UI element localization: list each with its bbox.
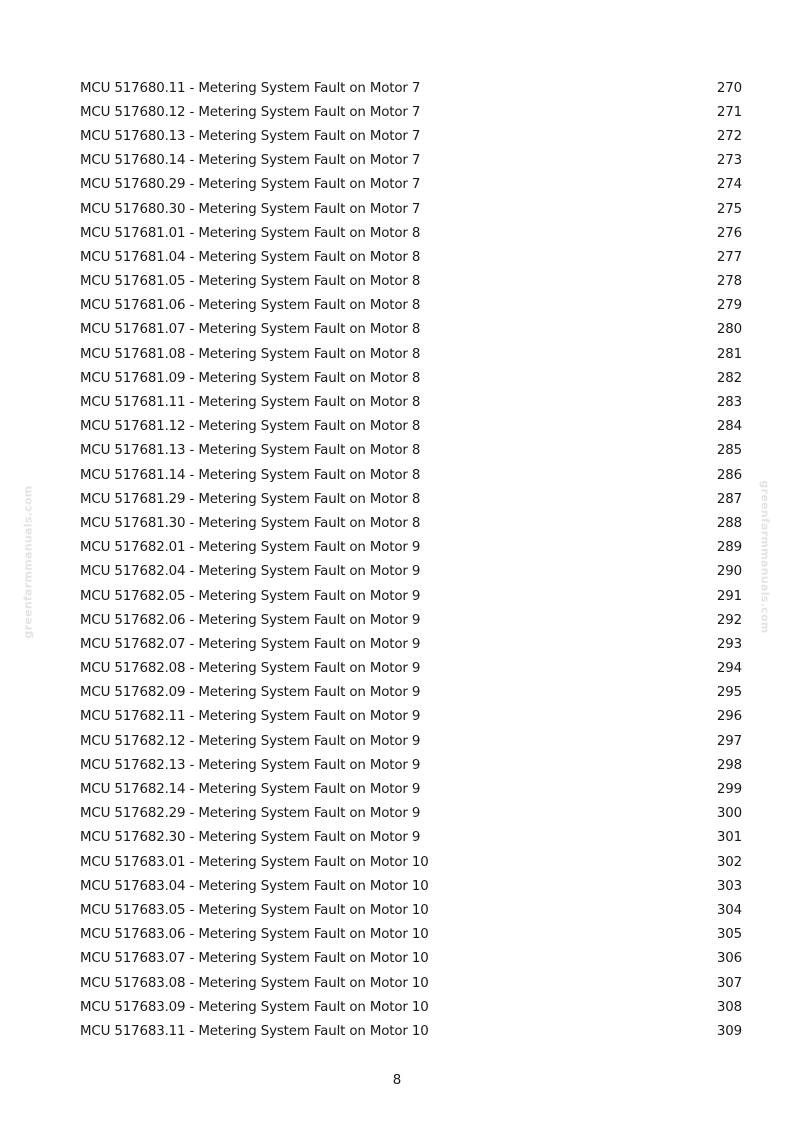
- toc-entry[interactable]: [80, 729, 742, 753]
- toc-entry-page-number: 298: [716, 757, 742, 773]
- toc-entry[interactable]: [80, 221, 742, 245]
- toc-entry-page-number: 295: [716, 685, 742, 701]
- toc-entry-page-number: 306: [716, 951, 742, 967]
- toc-entry-page-number: 308: [716, 999, 742, 1015]
- toc-entry[interactable]: [80, 753, 742, 777]
- toc-entry[interactable]: [80, 245, 742, 269]
- toc-entry-page-number: 287: [716, 491, 742, 507]
- toc-entry-title: MCU 517681.12 - Metering System Fault on Motor 8: [80, 419, 421, 435]
- toc-entry-page-number: 307: [716, 975, 742, 991]
- toc-entry[interactable]: [80, 463, 742, 487]
- toc-entry-page-number: 282: [716, 370, 742, 386]
- toc-entry-title: MCU 517682.11 - Metering System Fault on Motor 9: [80, 709, 421, 725]
- toc-entry[interactable]: [80, 777, 742, 801]
- toc-entry-page-number: 277: [716, 249, 742, 265]
- toc-entry[interactable]: [80, 1019, 742, 1043]
- toc-entry-page-number: 291: [716, 588, 742, 604]
- toc-entry-title: MCU 517681.07 - Metering System Fault on Motor 8: [80, 322, 421, 338]
- toc-entry[interactable]: [80, 270, 742, 294]
- toc-entry[interactable]: [80, 560, 742, 584]
- toc-entry[interactable]: [80, 124, 742, 148]
- toc-entry-page-number: 294: [716, 661, 742, 677]
- toc-entry-page-number: 288: [716, 515, 742, 531]
- toc-entry-title: MCU 517682.04 - Metering System Fault on Motor 9: [80, 564, 421, 580]
- toc-entry-title: MCU 517682.08 - Metering System Fault on Motor 9: [80, 661, 421, 677]
- toc-entry-page-number: 280: [716, 322, 742, 338]
- toc-entry-title: MCU 517680.12 - Metering System Fault on Motor 7: [80, 104, 421, 120]
- toc-entry-page-number: 292: [716, 612, 742, 628]
- toc-entry-page-number: 301: [716, 830, 742, 846]
- toc-entry[interactable]: [80, 100, 742, 124]
- toc-entry-title: MCU 517682.05 - Metering System Fault on Motor 9: [80, 588, 421, 604]
- toc-entry-title: MCU 517680.14 - Metering System Fault on Motor 7: [80, 153, 421, 169]
- toc-entry[interactable]: [80, 294, 742, 318]
- toc-entry[interactable]: [80, 681, 742, 705]
- watermark-right: greenfarmmanuals.com: [758, 480, 772, 634]
- table-of-contents: [80, 76, 742, 1044]
- toc-entry-title: MCU 517682.09 - Metering System Fault on Motor 9: [80, 685, 421, 701]
- toc-entry-page-number: 296: [716, 709, 742, 725]
- toc-entry-page-number: 276: [716, 225, 742, 241]
- toc-entry[interactable]: [80, 947, 742, 971]
- toc-entry[interactable]: [80, 76, 742, 100]
- toc-entry-page-number: 272: [716, 128, 742, 144]
- toc-entry-title: MCU 517680.29 - Metering System Fault on Motor 7: [80, 177, 421, 193]
- toc-entry-title: MCU 517681.13 - Metering System Fault on Motor 8: [80, 443, 421, 459]
- toc-entry-page-number: 278: [716, 274, 742, 290]
- toc-entry[interactable]: [80, 874, 742, 898]
- toc-entry-page-number: 299: [716, 782, 742, 798]
- toc-entry-title: MCU 517683.01 - Metering System Fault on Motor 10: [80, 854, 429, 870]
- toc-entry-page-number: 309: [716, 1023, 742, 1039]
- toc-entry-title: MCU 517681.30 - Metering System Fault on Motor 8: [80, 515, 421, 531]
- toc-entry-title: MCU 517682.12 - Metering System Fault on Motor 9: [80, 733, 421, 749]
- toc-entry[interactable]: [80, 487, 742, 511]
- toc-entry[interactable]: [80, 995, 742, 1019]
- toc-entry-title: MCU 517682.01 - Metering System Fault on Motor 9: [80, 540, 421, 556]
- toc-entry-title: MCU 517681.29 - Metering System Fault on Motor 8: [80, 491, 421, 507]
- toc-entry-title: MCU 517681.08 - Metering System Fault on Motor 8: [80, 346, 421, 362]
- toc-entry-page-number: 285: [716, 443, 742, 459]
- toc-entry[interactable]: [80, 197, 742, 221]
- toc-entry-page-number: 290: [716, 564, 742, 580]
- toc-entry-page-number: 270: [716, 80, 742, 96]
- toc-entry-page-number: 284: [716, 419, 742, 435]
- toc-entry[interactable]: [80, 971, 742, 995]
- toc-entry[interactable]: [80, 390, 742, 414]
- toc-entry-title: MCU 517682.14 - Metering System Fault on Motor 9: [80, 782, 421, 798]
- toc-entry[interactable]: [80, 584, 742, 608]
- toc-entry[interactable]: [80, 923, 742, 947]
- toc-entry[interactable]: [80, 826, 742, 850]
- toc-entry-title: MCU 517683.06 - Metering System Fault on Motor 10: [80, 927, 429, 943]
- toc-entry-title: MCU 517682.06 - Metering System Fault on Motor 9: [80, 612, 421, 628]
- toc-entry-title: MCU 517680.13 - Metering System Fault on Motor 7: [80, 128, 421, 144]
- toc-entry-title: MCU 517681.04 - Metering System Fault on Motor 8: [80, 249, 421, 265]
- toc-entry-title: MCU 517681.01 - Metering System Fault on Motor 8: [80, 225, 421, 241]
- toc-entry-page-number: 275: [716, 201, 742, 217]
- toc-entry-title: MCU 517681.09 - Metering System Fault on Motor 8: [80, 370, 421, 386]
- toc-entry-page-number: 286: [716, 467, 742, 483]
- toc-entry[interactable]: [80, 366, 742, 390]
- toc-entry-page-number: 304: [716, 902, 742, 918]
- toc-entry-title: MCU 517681.06 - Metering System Fault on Motor 8: [80, 298, 421, 314]
- toc-entry-page-number: 305: [716, 927, 742, 943]
- toc-entry[interactable]: [80, 439, 742, 463]
- toc-entry-page-number: 271: [716, 104, 742, 120]
- toc-entry[interactable]: [80, 705, 742, 729]
- toc-entry-page-number: 281: [716, 346, 742, 362]
- page-number: 8: [392, 1073, 402, 1088]
- toc-entry[interactable]: [80, 415, 742, 439]
- toc-entry-title: MCU 517681.11 - Metering System Fault on Motor 8: [80, 395, 421, 411]
- watermark-left: greenfarmmanuals.com: [21, 485, 35, 639]
- toc-entry-title: MCU 517681.14 - Metering System Fault on Motor 8: [80, 467, 421, 483]
- toc-entry[interactable]: [80, 632, 742, 656]
- toc-entry-title: MCU 517682.30 - Metering System Fault on Motor 9: [80, 830, 421, 846]
- toc-entry-page-number: 279: [716, 298, 742, 314]
- toc-entry-title: MCU 517683.07 - Metering System Fault on Motor 10: [80, 951, 429, 967]
- toc-entry[interactable]: [80, 536, 742, 560]
- toc-entry-title: MCU 517681.05 - Metering System Fault on Motor 8: [80, 274, 421, 290]
- toc-entry-title: MCU 517680.11 - Metering System Fault on Motor 7: [80, 80, 421, 96]
- toc-entry-title: MCU 517683.11 - Metering System Fault on Motor 10: [80, 1023, 429, 1039]
- toc-entry-title: MCU 517683.05 - Metering System Fault on Motor 10: [80, 902, 429, 918]
- toc-entry-page-number: 283: [716, 395, 742, 411]
- toc-entry[interactable]: [80, 898, 742, 922]
- toc-entry-page-number: 300: [716, 806, 742, 822]
- toc-entry-title: MCU 517682.29 - Metering System Fault on Motor 9: [80, 806, 421, 822]
- toc-entry[interactable]: [80, 318, 742, 342]
- toc-entry-page-number: 302: [716, 854, 742, 870]
- toc-entry-title: MCU 517680.30 - Metering System Fault on Motor 7: [80, 201, 421, 217]
- toc-entry-page-number: 274: [716, 177, 742, 193]
- toc-entry-title: MCU 517682.07 - Metering System Fault on Motor 9: [80, 636, 421, 652]
- toc-entry-title: MCU 517683.04 - Metering System Fault on Motor 10: [80, 878, 429, 894]
- toc-entry-page-number: 297: [716, 733, 742, 749]
- toc-entry[interactable]: [80, 173, 742, 197]
- toc-entry-title: MCU 517682.13 - Metering System Fault on Motor 9: [80, 757, 421, 773]
- toc-entry[interactable]: [80, 342, 742, 366]
- toc-entry-page-number: 273: [716, 153, 742, 169]
- toc-entry-page-number: 303: [716, 878, 742, 894]
- toc-entry[interactable]: [80, 657, 742, 681]
- toc-entry[interactable]: [80, 149, 742, 173]
- toc-entry-page-number: 293: [716, 636, 742, 652]
- toc-entry-page-number: 289: [716, 540, 742, 556]
- toc-entry-title: MCU 517683.08 - Metering System Fault on Motor 10: [80, 975, 429, 991]
- toc-entry[interactable]: [80, 608, 742, 632]
- toc-entry[interactable]: [80, 802, 742, 826]
- toc-entry[interactable]: [80, 511, 742, 535]
- toc-entry[interactable]: [80, 850, 742, 874]
- toc-entry-title: MCU 517683.09 - Metering System Fault on Motor 10: [80, 999, 429, 1015]
